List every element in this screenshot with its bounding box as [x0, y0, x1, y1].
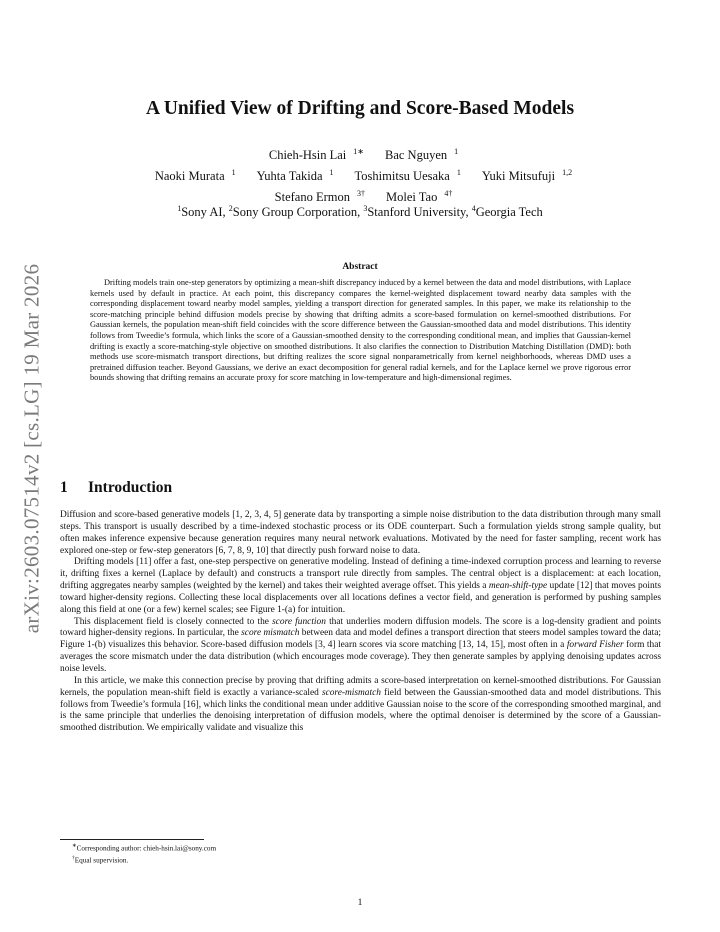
author: [378, 148, 458, 162]
author-name: Chieh-Hsin Lai: [268, 148, 347, 163]
section-number: 1: [60, 479, 68, 496]
author: [262, 148, 364, 162]
author-affiliation-mark: 1: [329, 168, 334, 178]
affiliation-name: Sony AI,: [181, 205, 229, 220]
arxiv-id: arXiv:2603.07514v2 [cs.LG] 19 Mar 2026: [19, 263, 44, 633]
emphasized-text: score function: [272, 616, 326, 627]
affiliations: [0, 204, 720, 220]
author: [379, 190, 452, 204]
author-name: Bac Nguyen: [384, 148, 448, 163]
footnote-text: Corresponding author: chieh-hsin.lai@sony.com: [76, 844, 217, 853]
author: [250, 169, 334, 183]
text-run: This displacement field is closely connected to the: [74, 616, 273, 627]
author-row: [0, 164, 720, 185]
author-name: Naoki Murata: [154, 169, 225, 184]
author-name: Yuki Mitsufuji: [481, 169, 556, 184]
arxiv-stamp: [14, 258, 50, 638]
author-list: [0, 143, 720, 206]
author: [148, 169, 236, 183]
page-number: 1: [357, 898, 363, 908]
emphasized-text: score-mismatch: [321, 687, 381, 698]
author-name: Molei Tao: [386, 190, 438, 205]
affiliation-name: Georgia Tech: [475, 205, 543, 220]
paragraph: [60, 557, 661, 616]
paper-title: A Unified View of Drifting and Score-Based Models: [145, 98, 575, 119]
text-run: update [12] that moves points toward higher-density regions. Collecting these local displacements over all locations defines a vector field, and generation is performed by pushing samples along this field at one (or a few) kernel scales; see Figure 1-(a) for intuition.: [60, 581, 661, 615]
affiliation-name: Stanford University,: [367, 205, 472, 220]
abstract-heading: Abstract: [342, 262, 378, 272]
text-run: Diffusion and score-based generative models [1, 2, 3, 4, 5] generate data by transporting a simple noise distribution to the data distribution through many small steps. This transport is usually described by a time-indexed stochastic process or its ODE counterpart. Such a formulation yields strong sample quality, but often makes inference expensive because generation requires many neural network evaluations. Motivated by the need for faster sampling, recent work has explored one-step or few-step generators [6, 7, 8, 9, 10] that directly push forward noise to data.: [60, 510, 661, 556]
footnotes: [60, 842, 216, 866]
abstract-text: Drifting models train one-step generators by optimizing a mean-shift discrepancy induced by a kernel between the data and model distributions, with Laplace kernels used by default in practice. At each point, this discrepancy compares the kernel-weighted displacement toward nearby data samples with the corresponding displacement toward nearby model samples, yielding a transport direction for generated samples. In this paper, we make its relationship to the score-matching principle behind diffusion models precise by showing that drifting admits a score-based formulation on kernel-smoothed distributions. For Gaussian kernels, the population mean-shift field coincides with the score difference between the Gaussian-smoothed data and model distributions. This identity follows from Tweedie’s formula, which links the score of a Gaussian-smoothed density to the corresponding conditional mean, and implies that Gaussian-kernel drifting is exactly a score-matching-style objective on smoothed distributions. It also clarifies the connection to Distribution Matching Distillation (DMD): both methods use score-mismatch transport directions, but drifting realizes the score signal nonparametrically from kernel neighborhoods, whereas DMD uses a pretrained diffusion teacher. Beyond Gaussians, we derive an exact decomposition for general radial kernels, and for the Laplace kernel we prove rigorous error bounds showing that drifting remains an accurate proxy for score matching in low-temperature and high-dimensional regimes.: [90, 278, 631, 383]
text-run: form that averages the score mismatch under the data distribution (which encourages mode coverage). They then generate samples by applying denoising updates across noise levels.: [60, 640, 661, 674]
paragraph: [60, 617, 661, 676]
paragraph: [60, 510, 661, 557]
text-run: Drifting models [11] offer a fast, one-step perspective on generative modeling. Instead of defining a time-indexed corruption process and learning to reverse it, drifting fixes a kernel (Laplace by default) and constructs a transport rule directly from samples. The central object is a displacement: at each location, drifting aggregates nearby samples (weighted by the kernel) and takes their weighted average offset. This yields a: [60, 557, 661, 592]
section-heading: [60, 479, 172, 497]
body-text: [60, 510, 661, 735]
author-affiliation-mark: 1,2: [562, 168, 573, 178]
emphasized-text: forward Fisher: [566, 640, 624, 651]
section-title: Introduction: [88, 479, 173, 496]
author-affiliation-mark: 1: [231, 168, 236, 178]
paragraph: [60, 676, 661, 735]
text-run: field between the Gaussian-smoothed data and model distributions. This follows from Tweedie’s formula [16], which links the conditional mean under additive Gaussian noise to the score of the corresponding smoothed marginal, and is the same principle that underlies the denoising interpretation of diffusion models, where the optimal denoiser is determined by the score of a Gaussian-smoothed distribution. We empirically validate and visualize this: [60, 687, 661, 734]
affiliation-mark: 3: [363, 204, 368, 213]
emphasized-text: mean-shift-type: [488, 581, 548, 592]
author-affiliation-mark: 1: [454, 147, 459, 156]
author-affiliation-mark: 4†: [444, 189, 453, 199]
footnote-text: Equal supervision.: [74, 856, 129, 865]
author-name: Toshimitsu Uesaka: [354, 169, 450, 184]
affiliation-mark: 2: [228, 204, 233, 213]
text-run: between data and model defines a transport direction that steers model samples toward the data; Figure 1-(b) visualizes this behavior. Score-based diffusion models [3, 4] learn scores via score matching [13, 14, 15], most often in a: [60, 628, 662, 651]
affiliation-mark: 4: [471, 204, 476, 213]
footnote-mark: †: [72, 854, 75, 861]
author-name: Stefano Ermon: [274, 190, 350, 205]
author-name: Yuhta Takida: [256, 169, 323, 184]
author-affiliation-mark: 1: [456, 168, 461, 178]
text-run: In this article, we make this connection precise by proving that drifting admits a score-based interpretation on kernel-smoothed distributions. For Gaussian kernels, the population mean-shift field is exactly a variance-scaled: [60, 675, 661, 698]
affiliation-name: Sony Group Corporation,: [232, 205, 364, 220]
author-affiliation-mark: 1∗: [353, 147, 364, 156]
footnote-rule: [60, 839, 204, 840]
author-affiliation-mark: 3†: [357, 189, 365, 199]
author: [268, 190, 365, 204]
text-run: that underlies modern diffusion models. The score is a log-density gradient and points toward higher-density regions. In particular, the: [60, 616, 662, 639]
author: [475, 169, 572, 183]
emphasized-text: score mismatch: [241, 628, 300, 639]
footnote: [60, 854, 216, 866]
author: [348, 169, 461, 183]
affiliation-mark: 1: [177, 204, 182, 213]
author-row: [0, 143, 720, 164]
footnote: [60, 842, 216, 854]
footnote-mark: ∗: [72, 843, 77, 849]
